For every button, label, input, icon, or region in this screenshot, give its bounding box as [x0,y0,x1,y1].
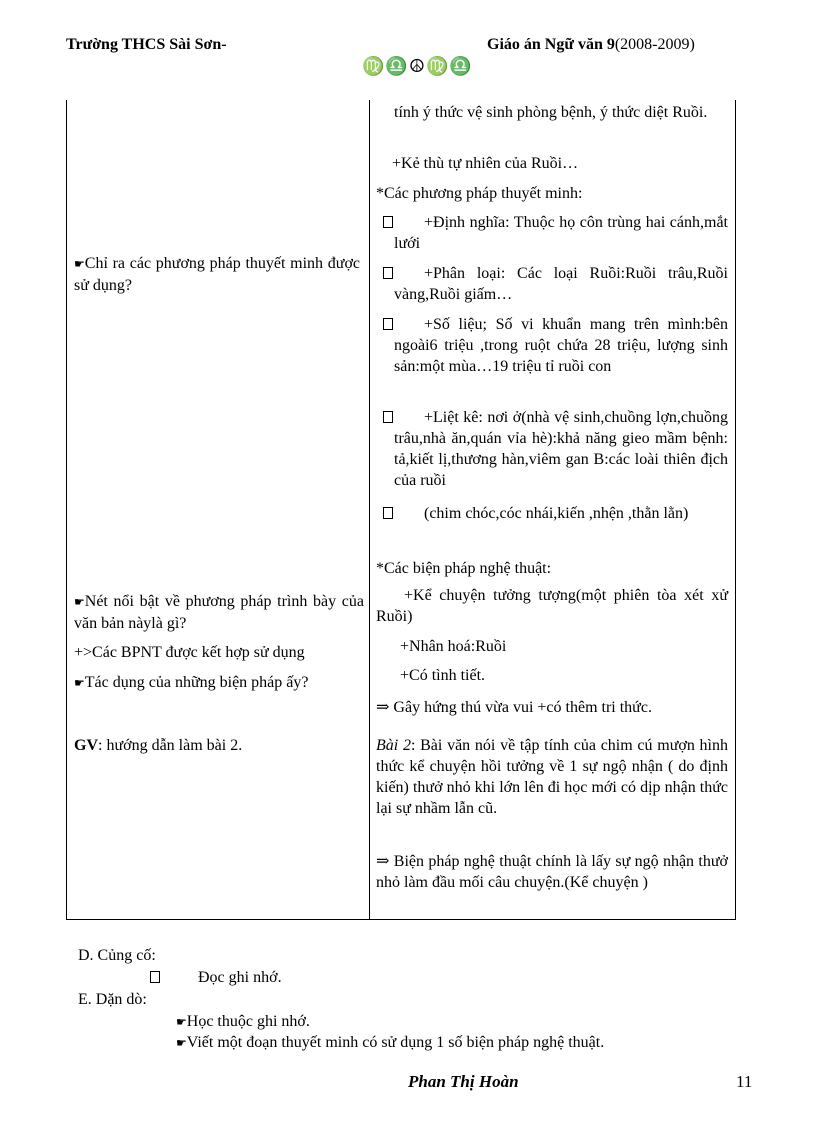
arrow-icon: ⇒ [376,853,390,870]
homework-item-2 [176,1032,604,1054]
pointing-hand-icon: ☛ [74,676,85,690]
pointing-hand-icon: ☛ [74,257,85,271]
pointing-hand-icon: ☛ [176,1015,187,1029]
pointing-hand-icon: ☛ [74,595,85,609]
exercise-2-conclusion-text: Biện pháp nghệ thuật chính là lấy sự ngộ nhận thưở nhỏ làm đầu mối câu chuyện.(Kể chuyện ) [376,853,728,891]
arrow-icon: ⇒ [376,699,390,716]
art-effect-text: Gây hứng thú vừa vui +có thêm tri thức. [393,699,652,716]
footer-author: Phan Thị Hoàn [408,1072,519,1091]
section-e-heading: E. Dặn dò: [78,991,147,1008]
homework-item-1-text: Học thuộc ghi nhớ. [186,1013,310,1030]
section-d-heading: D. Củng cố: [78,947,156,964]
school-year: (2008-2009) [614,36,695,53]
review-item: Đọc ghi nhớ. [198,969,282,986]
question-techniques: +>Các BPNT được kết hợp sử dụng [74,644,305,661]
bullet-icon [150,967,166,988]
awareness-text: tính ý thức vệ sinh phòng bệnh, ý thức diệt Ruồi. [394,104,708,121]
teacher-label: GV [74,737,98,754]
homework-item-1 [176,1011,310,1033]
lesson-plan-title [487,36,695,54]
methods-heading: *Các phương pháp thuyết minh: [376,185,583,202]
method-classification: +Phân loại: Các loại Ruồi:Ruồi trâu,Ruồi vàng,Ruồi giấm… [394,265,728,303]
art-technique-plot: +Có tình tiết. [400,667,486,684]
method-definition: +Định nghĩa: Thuộc họ côn trùng hai cánh,mắt lưới [394,214,728,252]
method-statistics: +Số liệu; Số vi khuẩn mang trên mình:bên ngoài6 triệu ,trong ruột chứa 28 triệu, lượng sinh sản:một mùa…19 triệu tỉ ruồi con [394,316,728,375]
school-name: Trường THCS Sài Sơn- [66,36,227,53]
teacher-instruction [74,735,364,756]
question-methods-text: Chỉ ra các phương pháp thuyết minh được sử dụng? [74,255,360,294]
pointing-hand-icon: ☛ [176,1036,187,1050]
question-methods [74,253,360,296]
table-column-divider [369,100,370,920]
teacher-instruction-text: : hướng dẫn làm bài 2. [98,737,243,754]
exercise-2-conclusion [376,851,728,893]
exercise-2 [376,735,728,819]
exercise-2-label: Bài 2 [376,737,411,754]
art-technique-personification: +Nhân hoá:Ruồi [400,638,507,655]
method-enumeration: +Liệt kê: nơi ở(nhà vệ sinh,chuồng lợn,chuồng trâu,nhà ăn,quán vỉa hè):khả năng gieo mầm bệnh: tả,kiết lị,thương hàn,viêm gan B:các loài thiên địch của ruồi [394,409,728,489]
art-effect [376,697,728,718]
page-number: 11 [736,1072,753,1091]
method-enemies-list: (chim chóc,cóc nhái,kiến ,nhện ,thằn lằn) [424,505,689,522]
art-technique-imagination: +Kể chuyện tưởng tượng(một phiên tòa xét xử Ruồi) [376,587,728,625]
question-presentation [74,591,364,634]
homework-item-2-text: Viết một đoạn thuyết minh có sử dụng 1 số biện pháp nghệ thuật. [186,1034,605,1051]
question-presentation-text: Nét nổi bật về phương pháp trình bày của văn bản nàylà gì? [74,593,364,632]
header-ornament: ♍♎☮♍♎ [362,56,473,76]
exercise-2-text: : Bài văn nói về tập tính của chim cú mượn hình thức kể chuyện hồi tưởng về 1 sự ngộ nhận ( do định kiến) thưở nhỏ khi lớn lên đi học mới có dịp nhận thức lại sự nhầm lẫn cũ. [376,737,729,817]
question-effect [74,672,364,694]
question-effect-text: Tác dụng của những biện pháp ấy? [84,674,309,691]
art-techniques-heading: *Các biện pháp nghệ thuật: [376,560,552,577]
natural-enemies-text: +Kẻ thù tự nhiên của Ruồi… [392,155,579,172]
plan-label: Giáo án Ngữ văn 9 [487,36,615,53]
